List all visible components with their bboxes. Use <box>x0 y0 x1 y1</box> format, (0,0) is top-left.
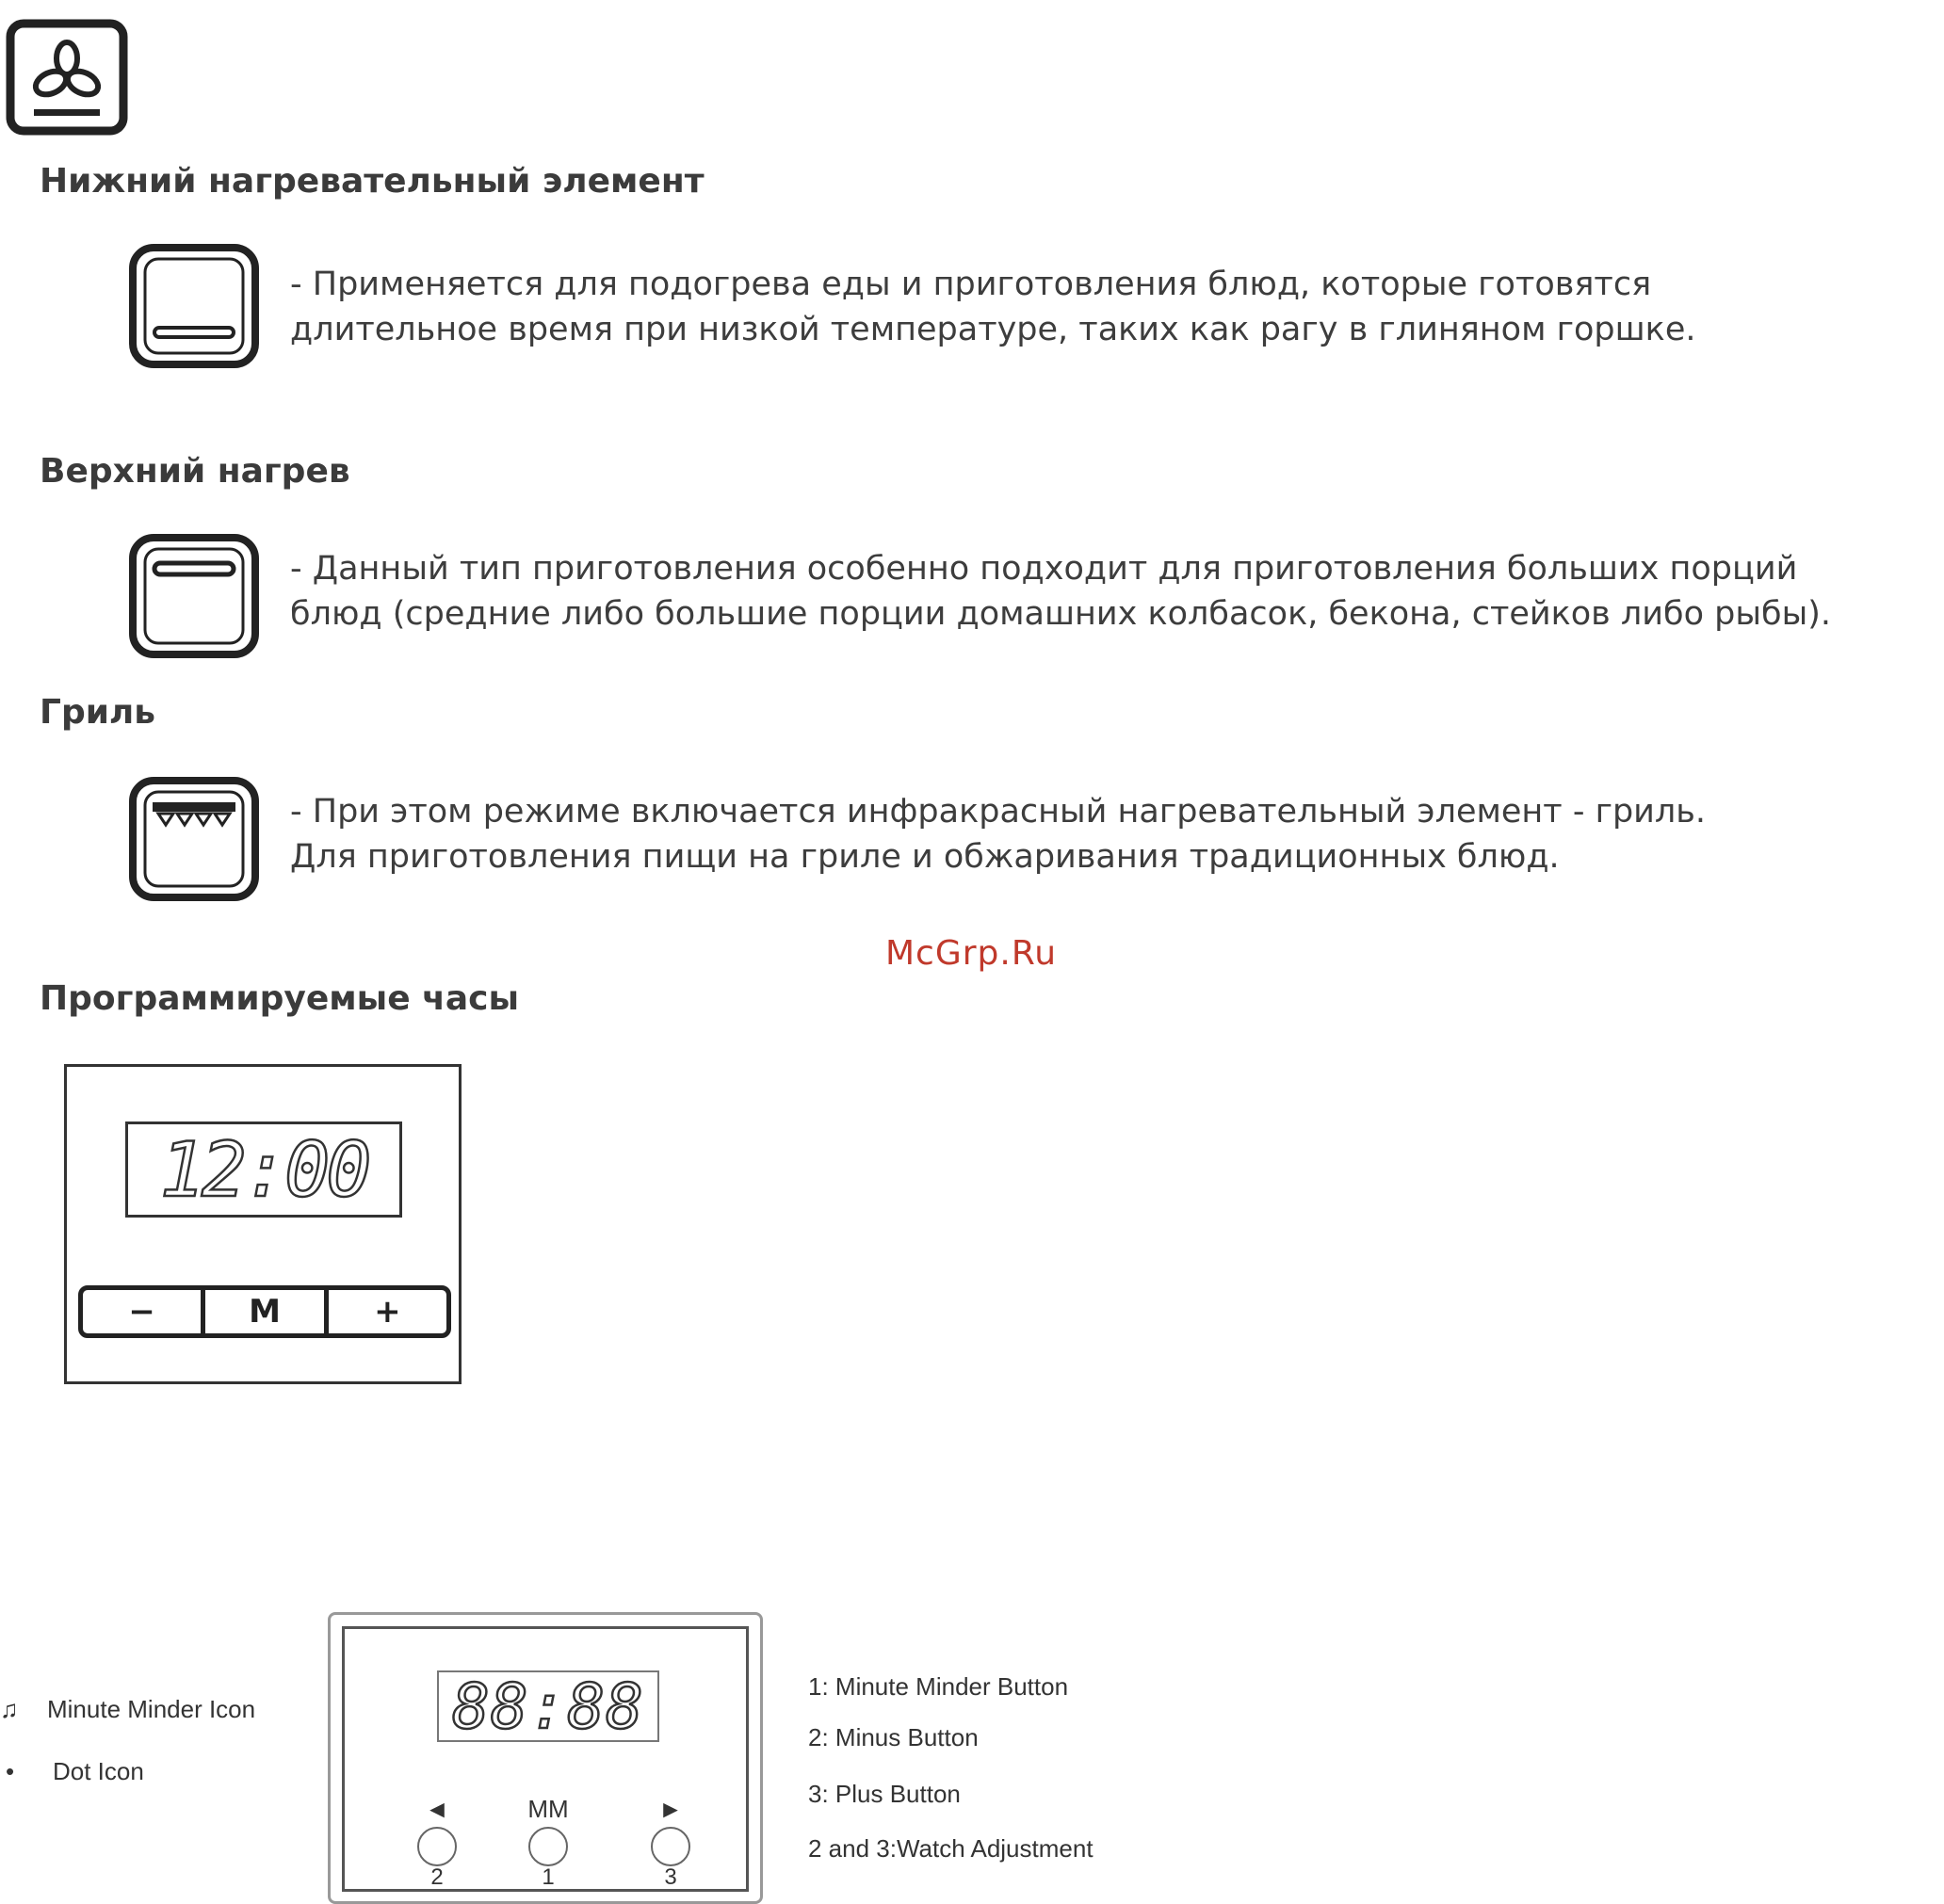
plus-round-button[interactable] <box>651 1827 690 1866</box>
legend-dot: • Dot Icon <box>6 1757 144 1785</box>
left-arrow-label: ◄ <box>425 1795 449 1823</box>
button-number: 3 <box>664 1864 677 1890</box>
minus-round-button[interactable] <box>417 1827 457 1866</box>
bottom-heat-icon <box>128 243 260 369</box>
info-line: 3: Plus Button <box>808 1780 961 1808</box>
legend-minute-minder: ♫ Minute Minder Icon <box>0 1695 256 1723</box>
section-heading-clock: Программируемые часы <box>40 979 520 1018</box>
fan-heater-icon <box>6 19 128 137</box>
section-heading-grill: Гриль <box>40 693 156 732</box>
button-number: 2 <box>430 1864 444 1890</box>
watermark: McGrp.Ru <box>885 934 1058 973</box>
dot-icon: • <box>6 1757 15 1785</box>
bell-icon: ♫ <box>0 1695 19 1723</box>
info-line: 2: Minus Button <box>808 1723 979 1751</box>
mm-label: MM <box>527 1795 569 1823</box>
clock-panel-diagram <box>328 1612 763 1904</box>
info-line: 2 and 3:Watch Adjustment <box>808 1834 1094 1863</box>
minute-minder-round-button[interactable] <box>528 1827 568 1866</box>
top-heat-icon <box>128 533 260 659</box>
programmable-clock-panel <box>64 1064 462 1384</box>
minus-button[interactable]: − <box>128 1293 155 1331</box>
mode-button[interactable]: M <box>201 1290 323 1333</box>
clock-panel-inner <box>342 1626 749 1892</box>
top-heat-description: - Данный тип приготовления особенно подходит для приготовления больших порций блюд (средние либо большие порции домашних колбасок, бекона, стейков либо рыбы). <box>290 550 1832 633</box>
info-line: 1: Minute Minder Button <box>808 1672 1069 1701</box>
grill-icon <box>128 776 260 902</box>
button-number: 1 <box>542 1864 555 1890</box>
clock-display: 12:00 <box>125 1121 402 1218</box>
bottom-heat-description: - Применяется для подогрева еды и приготовления блюд, которые готовятся длительное время при низкой температуре, таких как рагу в глиняном горшке. <box>290 266 1696 348</box>
section-heading-bottom-heat: Нижний нагревательный элемент <box>40 162 705 201</box>
section-heading-top-heat: Верхний нагрев <box>40 452 350 491</box>
clock-button-bar <box>78 1285 451 1338</box>
clock-display-segments: 88:88 <box>437 1670 659 1742</box>
grill-description: - При этом режиме включается инфракрасный нагревательный элемент - гриль. Для приготовления пищи на гриле и обжаривания традиционных блюд. <box>290 793 1707 876</box>
right-arrow-label: ► <box>658 1795 683 1823</box>
plus-button[interactable]: + <box>324 1290 446 1333</box>
